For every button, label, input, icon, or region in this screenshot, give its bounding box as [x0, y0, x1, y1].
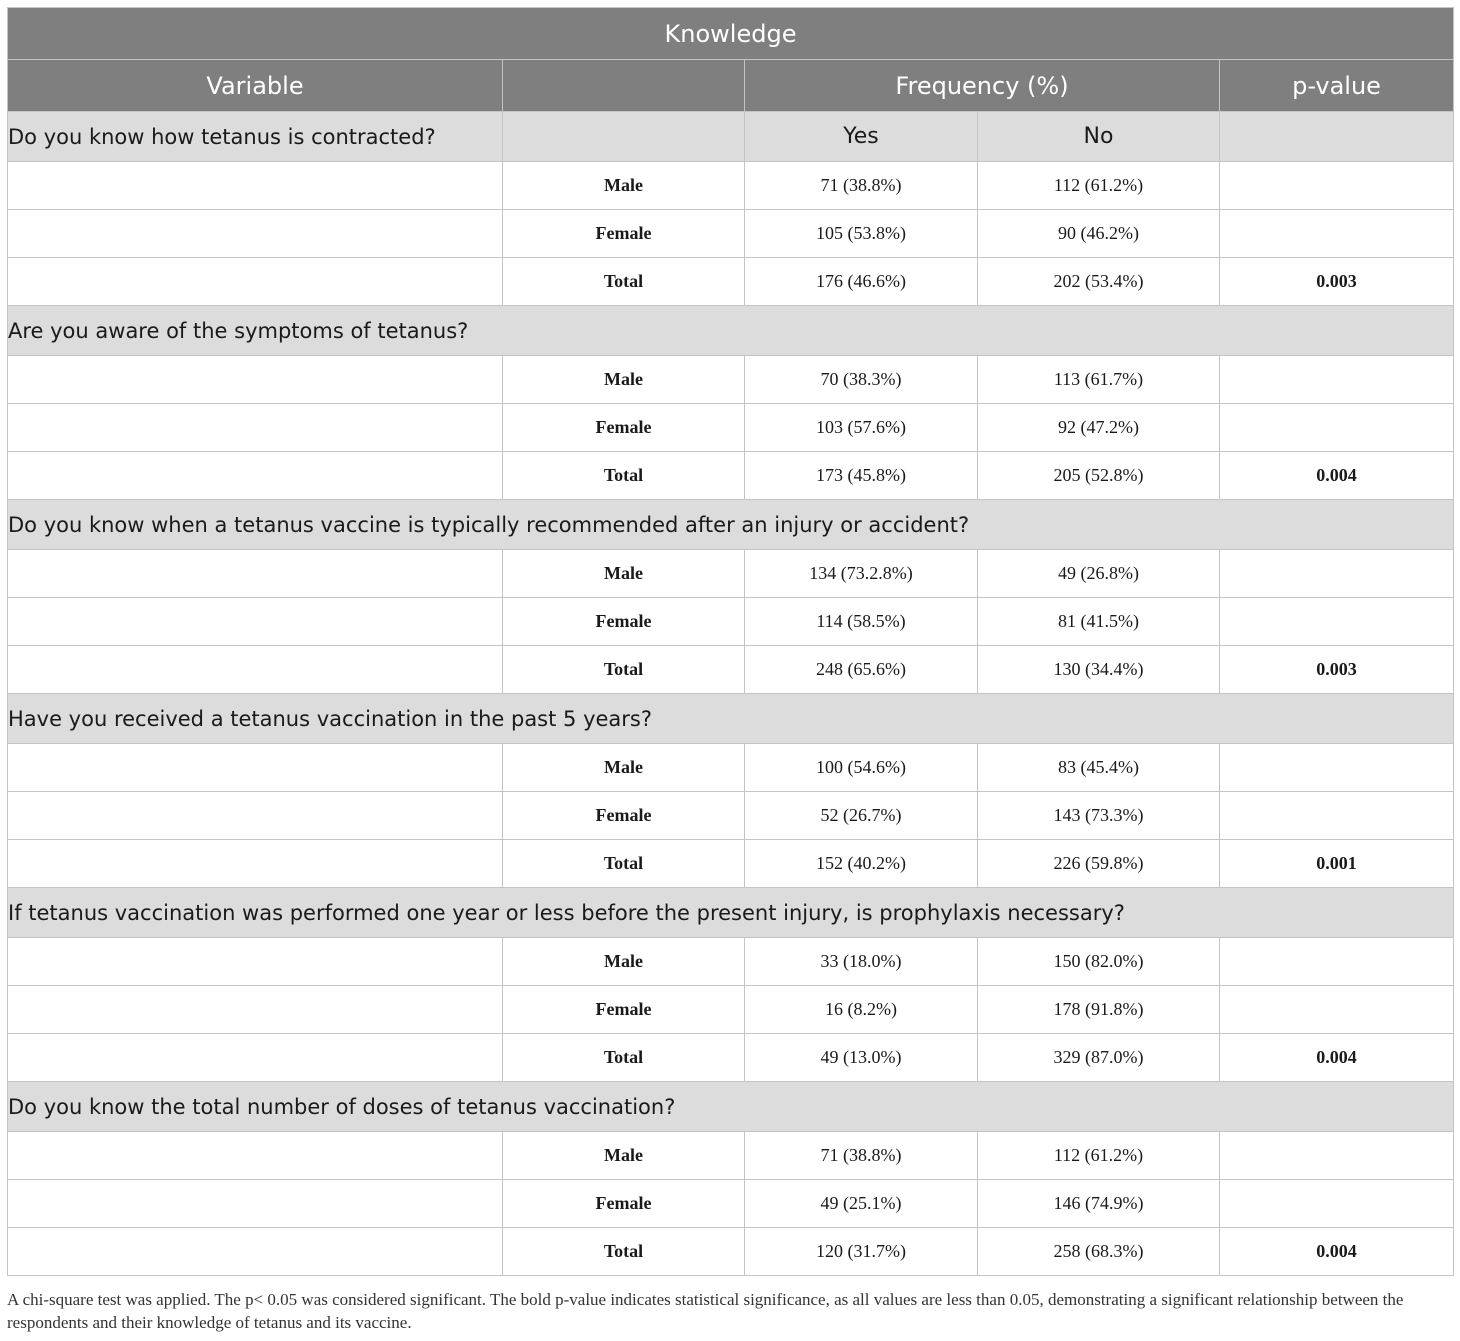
p-value: [1220, 744, 1454, 792]
table-title-row: [8, 8, 1454, 60]
subheader-yes: Yes: [745, 112, 978, 162]
p-value: [1220, 1180, 1454, 1228]
p-value: 0.004: [1220, 1228, 1454, 1276]
yes-value: 176 (46.6%): [745, 258, 978, 306]
group-label: Female: [503, 598, 745, 646]
group-label: Male: [503, 550, 745, 598]
empty-variable-cell: [8, 1132, 503, 1180]
empty-variable-cell: [8, 986, 503, 1034]
yes-value: 49 (25.1%): [745, 1180, 978, 1228]
table-row: [8, 452, 1454, 500]
table-row: [8, 550, 1454, 598]
question-blank-cell: [1220, 112, 1454, 162]
question-text: Do you know the total number of doses of tetanus vaccination?: [8, 1082, 1454, 1132]
table-row: [8, 1180, 1454, 1228]
empty-variable-cell: [8, 162, 503, 210]
table-row: [8, 938, 1454, 986]
no-value: 205 (52.8%): [978, 452, 1220, 500]
yes-value: 103 (57.6%): [745, 404, 978, 452]
no-value: 150 (82.0%): [978, 938, 1220, 986]
yes-value: 71 (38.8%): [745, 1132, 978, 1180]
no-value: 146 (74.9%): [978, 1180, 1220, 1228]
question-row: [8, 500, 1454, 550]
table-row: [8, 598, 1454, 646]
table-row: [8, 986, 1454, 1034]
empty-variable-cell: [8, 646, 503, 694]
table-row: [8, 356, 1454, 404]
yes-value: 33 (18.0%): [745, 938, 978, 986]
group-label: Total: [503, 1228, 745, 1276]
p-value: 0.004: [1220, 452, 1454, 500]
header-pvalue: p-value: [1220, 60, 1454, 112]
p-value: [1220, 598, 1454, 646]
group-label: Male: [503, 938, 745, 986]
p-value: [1220, 1132, 1454, 1180]
table-row: [8, 792, 1454, 840]
p-value: [1220, 404, 1454, 452]
yes-value: 120 (31.7%): [745, 1228, 978, 1276]
group-label: Total: [503, 1034, 745, 1082]
empty-variable-cell: [8, 598, 503, 646]
question-text: Have you received a tetanus vaccination in the past 5 years?: [8, 694, 1454, 744]
p-value: [1220, 210, 1454, 258]
yes-value: 100 (54.6%): [745, 744, 978, 792]
empty-variable-cell: [8, 356, 503, 404]
p-value: 0.004: [1220, 1034, 1454, 1082]
empty-variable-cell: [8, 404, 503, 452]
empty-variable-cell: [8, 938, 503, 986]
group-label: Total: [503, 452, 745, 500]
group-label: Total: [503, 258, 745, 306]
group-label: Female: [503, 1180, 745, 1228]
question-text: Do you know when a tetanus vaccine is typically recommended after an injury or accident?: [8, 500, 1454, 550]
question-text: Do you know how tetanus is contracted?: [8, 112, 503, 162]
table-row: [8, 162, 1454, 210]
group-label: Female: [503, 210, 745, 258]
question-text: If tetanus vaccination was performed one year or less before the present injury, is prophylaxis necessary?: [8, 888, 1454, 938]
no-value: 226 (59.8%): [978, 840, 1220, 888]
yes-value: 71 (38.8%): [745, 162, 978, 210]
table-row: [8, 1228, 1454, 1276]
no-value: 112 (61.2%): [978, 162, 1220, 210]
knowledge-table: [7, 7, 1454, 1276]
no-value: 49 (26.8%): [978, 550, 1220, 598]
yes-value: 134 (73.2.8%): [745, 550, 978, 598]
yes-value: 70 (38.3%): [745, 356, 978, 404]
empty-variable-cell: [8, 550, 503, 598]
table-row: [8, 1132, 1454, 1180]
empty-variable-cell: [8, 840, 503, 888]
empty-variable-cell: [8, 1034, 503, 1082]
p-value: [1220, 938, 1454, 986]
question-row: [8, 1082, 1454, 1132]
p-value: 0.001: [1220, 840, 1454, 888]
group-label: Male: [503, 356, 745, 404]
no-value: 258 (68.3%): [978, 1228, 1220, 1276]
no-value: 83 (45.4%): [978, 744, 1220, 792]
p-value: [1220, 550, 1454, 598]
no-value: 92 (47.2%): [978, 404, 1220, 452]
header-variable: Variable: [8, 60, 503, 112]
yes-value: 16 (8.2%): [745, 986, 978, 1034]
no-value: 130 (34.4%): [978, 646, 1220, 694]
no-value: 113 (61.7%): [978, 356, 1220, 404]
empty-variable-cell: [8, 744, 503, 792]
header-blank: [503, 60, 745, 112]
group-label: Total: [503, 840, 745, 888]
subheader-no: No: [978, 112, 1220, 162]
question-row: [8, 694, 1454, 744]
empty-variable-cell: [8, 792, 503, 840]
question-row: [8, 888, 1454, 938]
no-value: 112 (61.2%): [978, 1132, 1220, 1180]
table-row: [8, 1034, 1454, 1082]
yes-value: 114 (58.5%): [745, 598, 978, 646]
p-value: [1220, 162, 1454, 210]
empty-variable-cell: [8, 210, 503, 258]
table-row: [8, 210, 1454, 258]
no-value: 178 (91.8%): [978, 986, 1220, 1034]
group-label: Male: [503, 1132, 745, 1180]
empty-variable-cell: [8, 1180, 503, 1228]
yes-value: 173 (45.8%): [745, 452, 978, 500]
no-value: 143 (73.3%): [978, 792, 1220, 840]
no-value: 81 (41.5%): [978, 598, 1220, 646]
header-frequency: Frequency (%): [745, 60, 1220, 112]
group-label: Male: [503, 744, 745, 792]
p-value: [1220, 986, 1454, 1034]
question-row: [8, 306, 1454, 356]
yes-value: 49 (13.0%): [745, 1034, 978, 1082]
question-text: Are you aware of the symptoms of tetanus?: [8, 306, 1454, 356]
table-row: [8, 840, 1454, 888]
group-label: Male: [503, 162, 745, 210]
table-title: Knowledge: [8, 8, 1454, 60]
yes-value: 105 (53.8%): [745, 210, 978, 258]
table-row: [8, 258, 1454, 306]
empty-variable-cell: [8, 1228, 503, 1276]
group-label: Female: [503, 792, 745, 840]
yes-value: 52 (26.7%): [745, 792, 978, 840]
table-row: [8, 404, 1454, 452]
table-body: [8, 8, 1454, 1276]
question-blank-cell: [503, 112, 745, 162]
p-value: [1220, 792, 1454, 840]
column-header-row: [8, 60, 1454, 112]
group-label: Female: [503, 986, 745, 1034]
yes-value: 152 (40.2%): [745, 840, 978, 888]
no-value: 90 (46.2%): [978, 210, 1220, 258]
empty-variable-cell: [8, 452, 503, 500]
group-label: Female: [503, 404, 745, 452]
empty-variable-cell: [8, 258, 503, 306]
table-row: [8, 646, 1454, 694]
p-value: 0.003: [1220, 646, 1454, 694]
no-value: 202 (53.4%): [978, 258, 1220, 306]
table-footnote: A chi-square test was applied. The p< 0.05 was considered significant. The bold p-value indicates statistical significance, as all values are less than 0.05, demonstrating a significant relationship between the respondents and their knowledge of tetanus and its vaccine.: [7, 1290, 1404, 1332]
yes-value: 248 (65.6%): [745, 646, 978, 694]
p-value: [1220, 356, 1454, 404]
question-row: [8, 112, 1454, 162]
group-label: Total: [503, 646, 745, 694]
no-value: 329 (87.0%): [978, 1034, 1220, 1082]
p-value: 0.003: [1220, 258, 1454, 306]
table-row: [8, 744, 1454, 792]
